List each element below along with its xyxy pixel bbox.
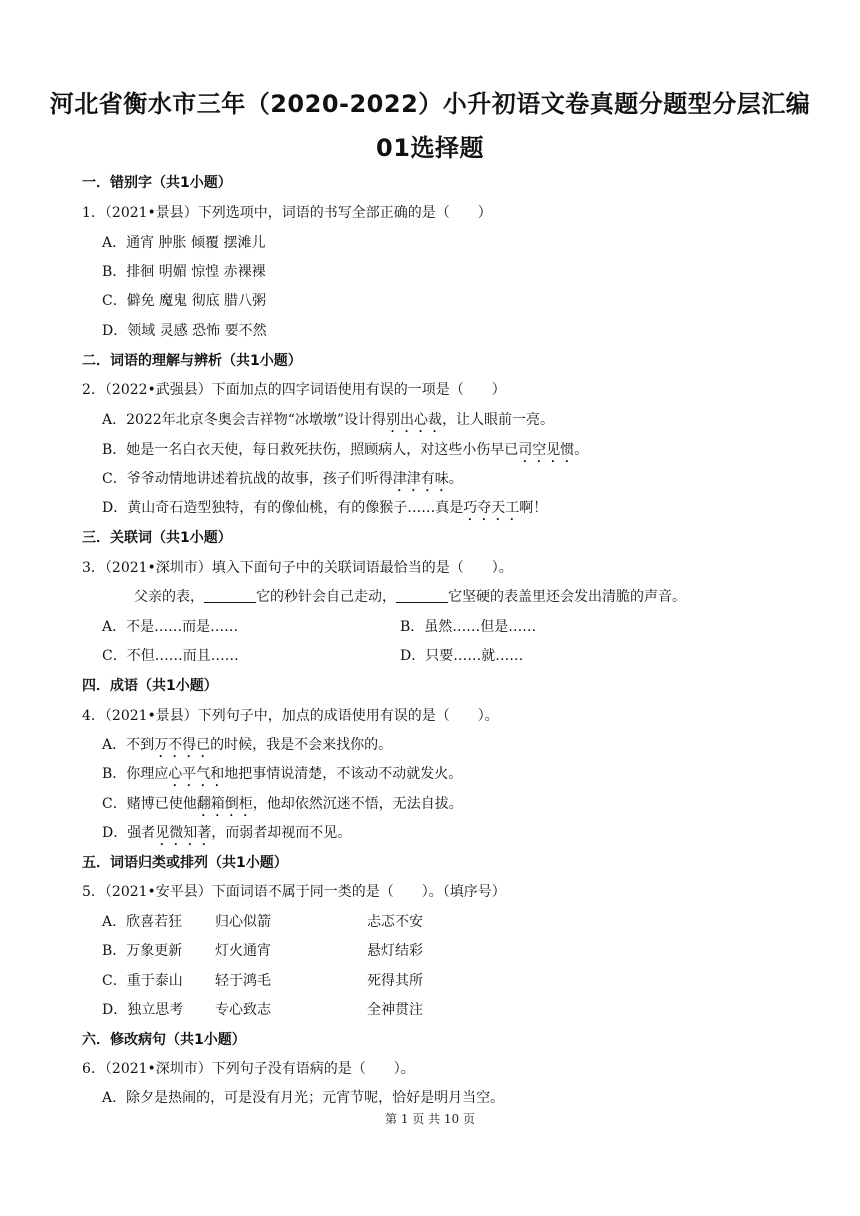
question-5-row: A．欣喜若狂 归心似箭 忐忑不安 — [102, 914, 423, 930]
question-1-option-a: A．通宵 肿胀 倾覆 摆滩儿 — [102, 235, 266, 251]
question-3-option-a: A．不是……而是…… — [102, 619, 239, 635]
question-4-option-d: D．强者见微知著，而弱者却视而不见。 — [102, 825, 352, 841]
question-3-option-b: B．虽然……但是…… — [400, 619, 537, 635]
question-3-option-d: D．只要……就…… — [400, 648, 524, 664]
question-1-stem: 1．（2021•景县）下列选项中，词语的书写全部正确的是（ ） — [82, 205, 492, 221]
emphasized-phrase: 见微知著 — [155, 825, 212, 841]
question-6-option-a: A．除夕是热闹的，可是没有月光；元宵节呢，恰好是明月当空。 — [102, 1090, 505, 1106]
section-heading-2: 二．词语的理解与辨析（共1小题） — [82, 353, 302, 369]
question-2-option-c: C．爷爷动情地讲述着抗战的故事，孩子们听得津津有味。 — [102, 471, 463, 487]
question-5-stem: 5．（2021•安平县）下面词语不属于同一类的是（ ）。（填序号） — [82, 884, 506, 900]
section-heading-6: 六．修改病句（共1小题） — [82, 1032, 246, 1048]
emphasized-phrase: 别出心裁 — [386, 412, 443, 428]
question-3-sentence: 父亲的表， 它的秒针会自己走动， 它坚硬的表盖里还会发出清脆的声音。 — [134, 589, 686, 605]
question-4-option-b: B．你理应心平气和地把事情说清楚，不该动不动就发火。 — [102, 766, 463, 782]
page-footer: 第 1 页 共 10 页 — [385, 1112, 475, 1126]
section-heading-4: 四．成语（共1小题） — [82, 678, 218, 694]
emphasized-phrase: 巧夺天工 — [463, 500, 520, 516]
question-1-option-d: D．领域 灵感 恐怖 要不然 — [102, 323, 267, 339]
fill-blank-2 — [396, 588, 448, 603]
question-2-option-b: B．她是一名白衣天使，每日救死扶伤，照顾病人，对这些小伤早已司空见惯。 — [102, 442, 589, 458]
question-6-stem: 6．（2021•深圳市）下列句子没有语病的是（ ）。 — [82, 1061, 415, 1077]
question-3-stem: 3．（2021•深圳市）填入下面句子中的关联词语最恰当的是（ ）。 — [82, 560, 513, 576]
fill-blank-1 — [204, 588, 256, 603]
emphasized-phrase: 翻箱倒柜 — [196, 796, 253, 812]
question-1-option-c: C．僻免 魔鬼 彻底 腊八粥 — [102, 293, 267, 309]
emphasized-phrase: 司空见惯 — [518, 442, 575, 458]
question-4-stem: 4．（2021•景县）下列句子中，加点的成语使用有误的是（ ）。 — [82, 708, 499, 724]
question-2-stem: 2．（2022•武强县）下面加点的四字词语使用有误的一项是（ ） — [82, 382, 506, 398]
question-5-row: B．万象更新 灯火通宵 悬灯结彩 — [102, 943, 423, 959]
question-5-row: D．独立思考 专心致志 全神贯注 — [102, 1002, 423, 1018]
emphasized-phrase: 心平气和 — [168, 766, 225, 782]
doc-title-line2: 01选择题 — [376, 134, 484, 162]
question-2-option-d: D．黄山奇石造型独特，有的像仙桃，有的像猴子……真是巧夺天工啊！ — [102, 500, 548, 516]
question-2-option-a: A．2022年北京冬奥会吉祥物“冰墩墩”设计得别出心裁，让人眼前一亮。 — [102, 412, 555, 428]
section-heading-3: 三．关联词（共1小题） — [82, 530, 232, 546]
doc-title-line1: 河北省衡水市三年（2020-2022）小升初语文卷真题分题型分层汇编 — [49, 90, 811, 118]
question-5-row: C．重于泰山 轻于鸿毛 死得其所 — [102, 973, 423, 989]
emphasized-phrase: 津津有味 — [392, 471, 449, 487]
question-1-option-b: B．排徊 明媚 惊惶 赤裸裸 — [102, 264, 266, 280]
section-heading-5: 五．词语归类或排列（共1小题） — [82, 855, 288, 871]
question-4-option-c: C．赌博已使他翻箱倒柜，他却依然沉迷不悟，无法自拔。 — [102, 796, 463, 812]
question-4-option-a: A．不到万不得已的时候，我是不会来找你的。 — [102, 737, 393, 753]
section-heading-1: 一．错别字（共1小题） — [82, 175, 232, 191]
emphasized-phrase: 万不得已 — [154, 737, 211, 753]
question-3-option-c: C．不但……而且…… — [102, 648, 239, 664]
